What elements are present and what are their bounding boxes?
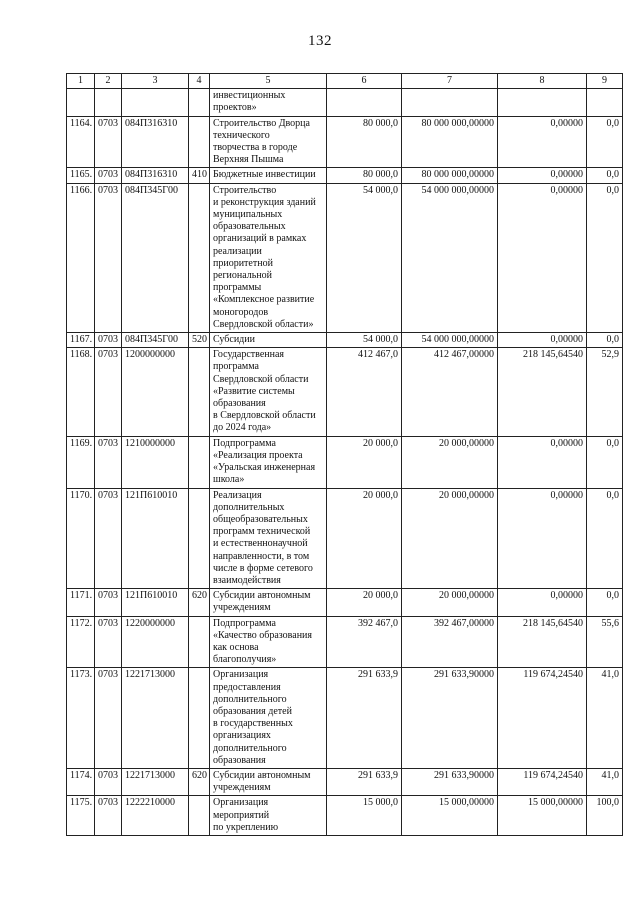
header-cell: 2 <box>95 74 122 89</box>
section-code-cell: 0703 <box>95 668 122 769</box>
execution-percent-cell: 0,0 <box>587 589 623 616</box>
table-row <box>67 168 623 183</box>
execution-percent-cell: 0,0 <box>587 116 623 168</box>
expense-type-cell <box>189 183 210 332</box>
item-name-cell: Строительство Дворца технического творчества в городе Верхняя Пышма <box>210 116 327 168</box>
section-code-cell: 0703 <box>95 796 122 836</box>
item-name-cell: Реализация дополнительных общеобразовательных программ технической и естественнонаучной направленности, в том числе в форме сетевого взаимодействия <box>210 488 327 589</box>
target-code-cell <box>122 89 189 116</box>
expense-type-cell <box>189 796 210 836</box>
target-code-cell: 084П345Г00 <box>122 183 189 332</box>
header-cell: 4 <box>189 74 210 89</box>
table-row <box>67 589 623 616</box>
planned-amount-cell: 20 000,0 <box>327 589 402 616</box>
row-number-cell: 1170. <box>67 488 95 589</box>
row-number-cell: 1166. <box>67 183 95 332</box>
expense-type-cell: 520 <box>189 333 210 348</box>
row-number-cell: 1173. <box>67 668 95 769</box>
approved-amount-cell: 392 467,00000 <box>402 616 498 668</box>
table-row <box>67 183 623 332</box>
row-number-cell: 1168. <box>67 348 95 436</box>
planned-amount-cell: 20 000,0 <box>327 436 402 488</box>
item-name-cell: Государственная программа Свердловской области «Развитие системы образования в Свердловской области до 2024 года» <box>210 348 327 436</box>
expense-type-cell <box>189 89 210 116</box>
section-code-cell <box>95 89 122 116</box>
target-code-cell: 084П316310 <box>122 168 189 183</box>
planned-amount-cell: 54 000,0 <box>327 183 402 332</box>
executed-amount-cell: 15 000,00000 <box>498 796 587 836</box>
executed-amount-cell: 0,00000 <box>498 168 587 183</box>
budget-table <box>66 73 623 836</box>
target-code-cell: 1222210000 <box>122 796 189 836</box>
expense-type-cell <box>189 348 210 436</box>
execution-percent-cell: 52,9 <box>587 348 623 436</box>
expense-type-cell <box>189 436 210 488</box>
expense-type-cell: 620 <box>189 768 210 795</box>
table-row <box>67 348 623 436</box>
executed-amount-cell: 0,00000 <box>498 488 587 589</box>
expense-type-cell <box>189 116 210 168</box>
planned-amount-cell: 20 000,0 <box>327 488 402 589</box>
row-number-cell: 1171. <box>67 589 95 616</box>
executed-amount-cell: 218 145,64540 <box>498 348 587 436</box>
execution-percent-cell: 41,0 <box>587 768 623 795</box>
approved-amount-cell: 20 000,00000 <box>402 488 498 589</box>
execution-percent-cell: 0,0 <box>587 183 623 332</box>
page-number: 132 <box>308 33 332 49</box>
header-cell: 6 <box>327 74 402 89</box>
row-number-cell: 1175. <box>67 796 95 836</box>
section-code-cell: 0703 <box>95 333 122 348</box>
row-number-cell: 1174. <box>67 768 95 795</box>
target-code-cell: 121П610010 <box>122 589 189 616</box>
executed-amount-cell: 0,00000 <box>498 333 587 348</box>
item-name-cell: Строительство и реконструкция зданий муниципальных образовательных организаций в рамках реализации приоритетной региональной программы «Комплексное развитие моногородов Свердловской области» <box>210 183 327 332</box>
target-code-cell: 1200000000 <box>122 348 189 436</box>
approved-amount-cell: 20 000,00000 <box>402 589 498 616</box>
section-code-cell: 0703 <box>95 488 122 589</box>
planned-amount-cell: 54 000,0 <box>327 333 402 348</box>
header-cell: 5 <box>210 74 327 89</box>
header-row <box>67 74 623 89</box>
section-code-cell: 0703 <box>95 168 122 183</box>
expense-type-cell <box>189 488 210 589</box>
expense-type-cell <box>189 668 210 769</box>
section-code-cell: 0703 <box>95 116 122 168</box>
approved-amount-cell: 291 633,90000 <box>402 768 498 795</box>
section-code-cell: 0703 <box>95 616 122 668</box>
executed-amount-cell: 0,00000 <box>498 436 587 488</box>
executed-amount-cell <box>498 89 587 116</box>
target-code-cell: 084П345Г00 <box>122 333 189 348</box>
section-code-cell: 0703 <box>95 589 122 616</box>
table-row <box>67 116 623 168</box>
item-name-cell: Подпрограмма «Реализация проекта «Уральская инженерная школа» <box>210 436 327 488</box>
approved-amount-cell: 54 000 000,00000 <box>402 183 498 332</box>
approved-amount-cell: 291 633,90000 <box>402 668 498 769</box>
table-row <box>67 333 623 348</box>
executed-amount-cell: 0,00000 <box>498 589 587 616</box>
row-number-cell: 1165. <box>67 168 95 183</box>
table-body <box>67 89 623 836</box>
table-row <box>67 436 623 488</box>
section-code-cell: 0703 <box>95 348 122 436</box>
executed-amount-cell: 0,00000 <box>498 183 587 332</box>
expense-type-cell: 620 <box>189 589 210 616</box>
execution-percent-cell: 0,0 <box>587 168 623 183</box>
header-cell: 7 <box>402 74 498 89</box>
item-name-cell: Субсидии автономным учреждениям <box>210 768 327 795</box>
execution-percent-cell: 100,0 <box>587 796 623 836</box>
approved-amount-cell: 80 000 000,00000 <box>402 168 498 183</box>
header-cell: 9 <box>587 74 623 89</box>
target-code-cell: 1210000000 <box>122 436 189 488</box>
execution-percent-cell: 55,6 <box>587 616 623 668</box>
approved-amount-cell: 80 000 000,00000 <box>402 116 498 168</box>
table-row <box>67 768 623 795</box>
row-number-cell <box>67 89 95 116</box>
target-code-cell: 1221713000 <box>122 768 189 795</box>
item-name-cell: Подпрограмма «Качество образования как основа благополучия» <box>210 616 327 668</box>
planned-amount-cell: 412 467,0 <box>327 348 402 436</box>
approved-amount-cell: 54 000 000,00000 <box>402 333 498 348</box>
row-number-cell: 1167. <box>67 333 95 348</box>
approved-amount-cell: 412 467,00000 <box>402 348 498 436</box>
executed-amount-cell: 119 674,24540 <box>498 768 587 795</box>
item-name-cell: инвестиционных проектов» <box>210 89 327 116</box>
item-name-cell: Организация мероприятий по укреплению <box>210 796 327 836</box>
row-number-cell: 1169. <box>67 436 95 488</box>
planned-amount-cell: 291 633,9 <box>327 668 402 769</box>
approved-amount-cell <box>402 89 498 116</box>
header-cell: 8 <box>498 74 587 89</box>
item-name-cell: Субсидии <box>210 333 327 348</box>
table-row <box>67 616 623 668</box>
section-code-cell: 0703 <box>95 436 122 488</box>
executed-amount-cell: 218 145,64540 <box>498 616 587 668</box>
section-code-cell: 0703 <box>95 768 122 795</box>
row-number-cell: 1172. <box>67 616 95 668</box>
section-code-cell: 0703 <box>95 183 122 332</box>
expense-type-cell <box>189 616 210 668</box>
target-code-cell: 1220000000 <box>122 616 189 668</box>
target-code-cell: 121П610010 <box>122 488 189 589</box>
approved-amount-cell: 15 000,00000 <box>402 796 498 836</box>
item-name-cell: Организация предоставления дополнительного образования детей в государственных организациях дополнительного образования <box>210 668 327 769</box>
item-name-cell: Субсидии автономным учреждениям <box>210 589 327 616</box>
planned-amount-cell: 392 467,0 <box>327 616 402 668</box>
execution-percent-cell <box>587 89 623 116</box>
item-name-cell: Бюджетные инвестиции <box>210 168 327 183</box>
planned-amount-cell: 15 000,0 <box>327 796 402 836</box>
table-row <box>67 796 623 836</box>
row-number-cell: 1164. <box>67 116 95 168</box>
planned-amount-cell: 80 000,0 <box>327 116 402 168</box>
execution-percent-cell: 41,0 <box>587 668 623 769</box>
expense-type-cell: 410 <box>189 168 210 183</box>
table-row <box>67 89 623 116</box>
planned-amount-cell: 80 000,0 <box>327 168 402 183</box>
header-cell: 3 <box>122 74 189 89</box>
execution-percent-cell: 0,0 <box>587 436 623 488</box>
planned-amount-cell <box>327 89 402 116</box>
executed-amount-cell: 119 674,24540 <box>498 668 587 769</box>
approved-amount-cell: 20 000,00000 <box>402 436 498 488</box>
execution-percent-cell: 0,0 <box>587 333 623 348</box>
target-code-cell: 1221713000 <box>122 668 189 769</box>
execution-percent-cell: 0,0 <box>587 488 623 589</box>
planned-amount-cell: 291 633,9 <box>327 768 402 795</box>
header-cell: 1 <box>67 74 95 89</box>
table-row <box>67 488 623 589</box>
table-row <box>67 668 623 769</box>
executed-amount-cell: 0,00000 <box>498 116 587 168</box>
target-code-cell: 084П316310 <box>122 116 189 168</box>
